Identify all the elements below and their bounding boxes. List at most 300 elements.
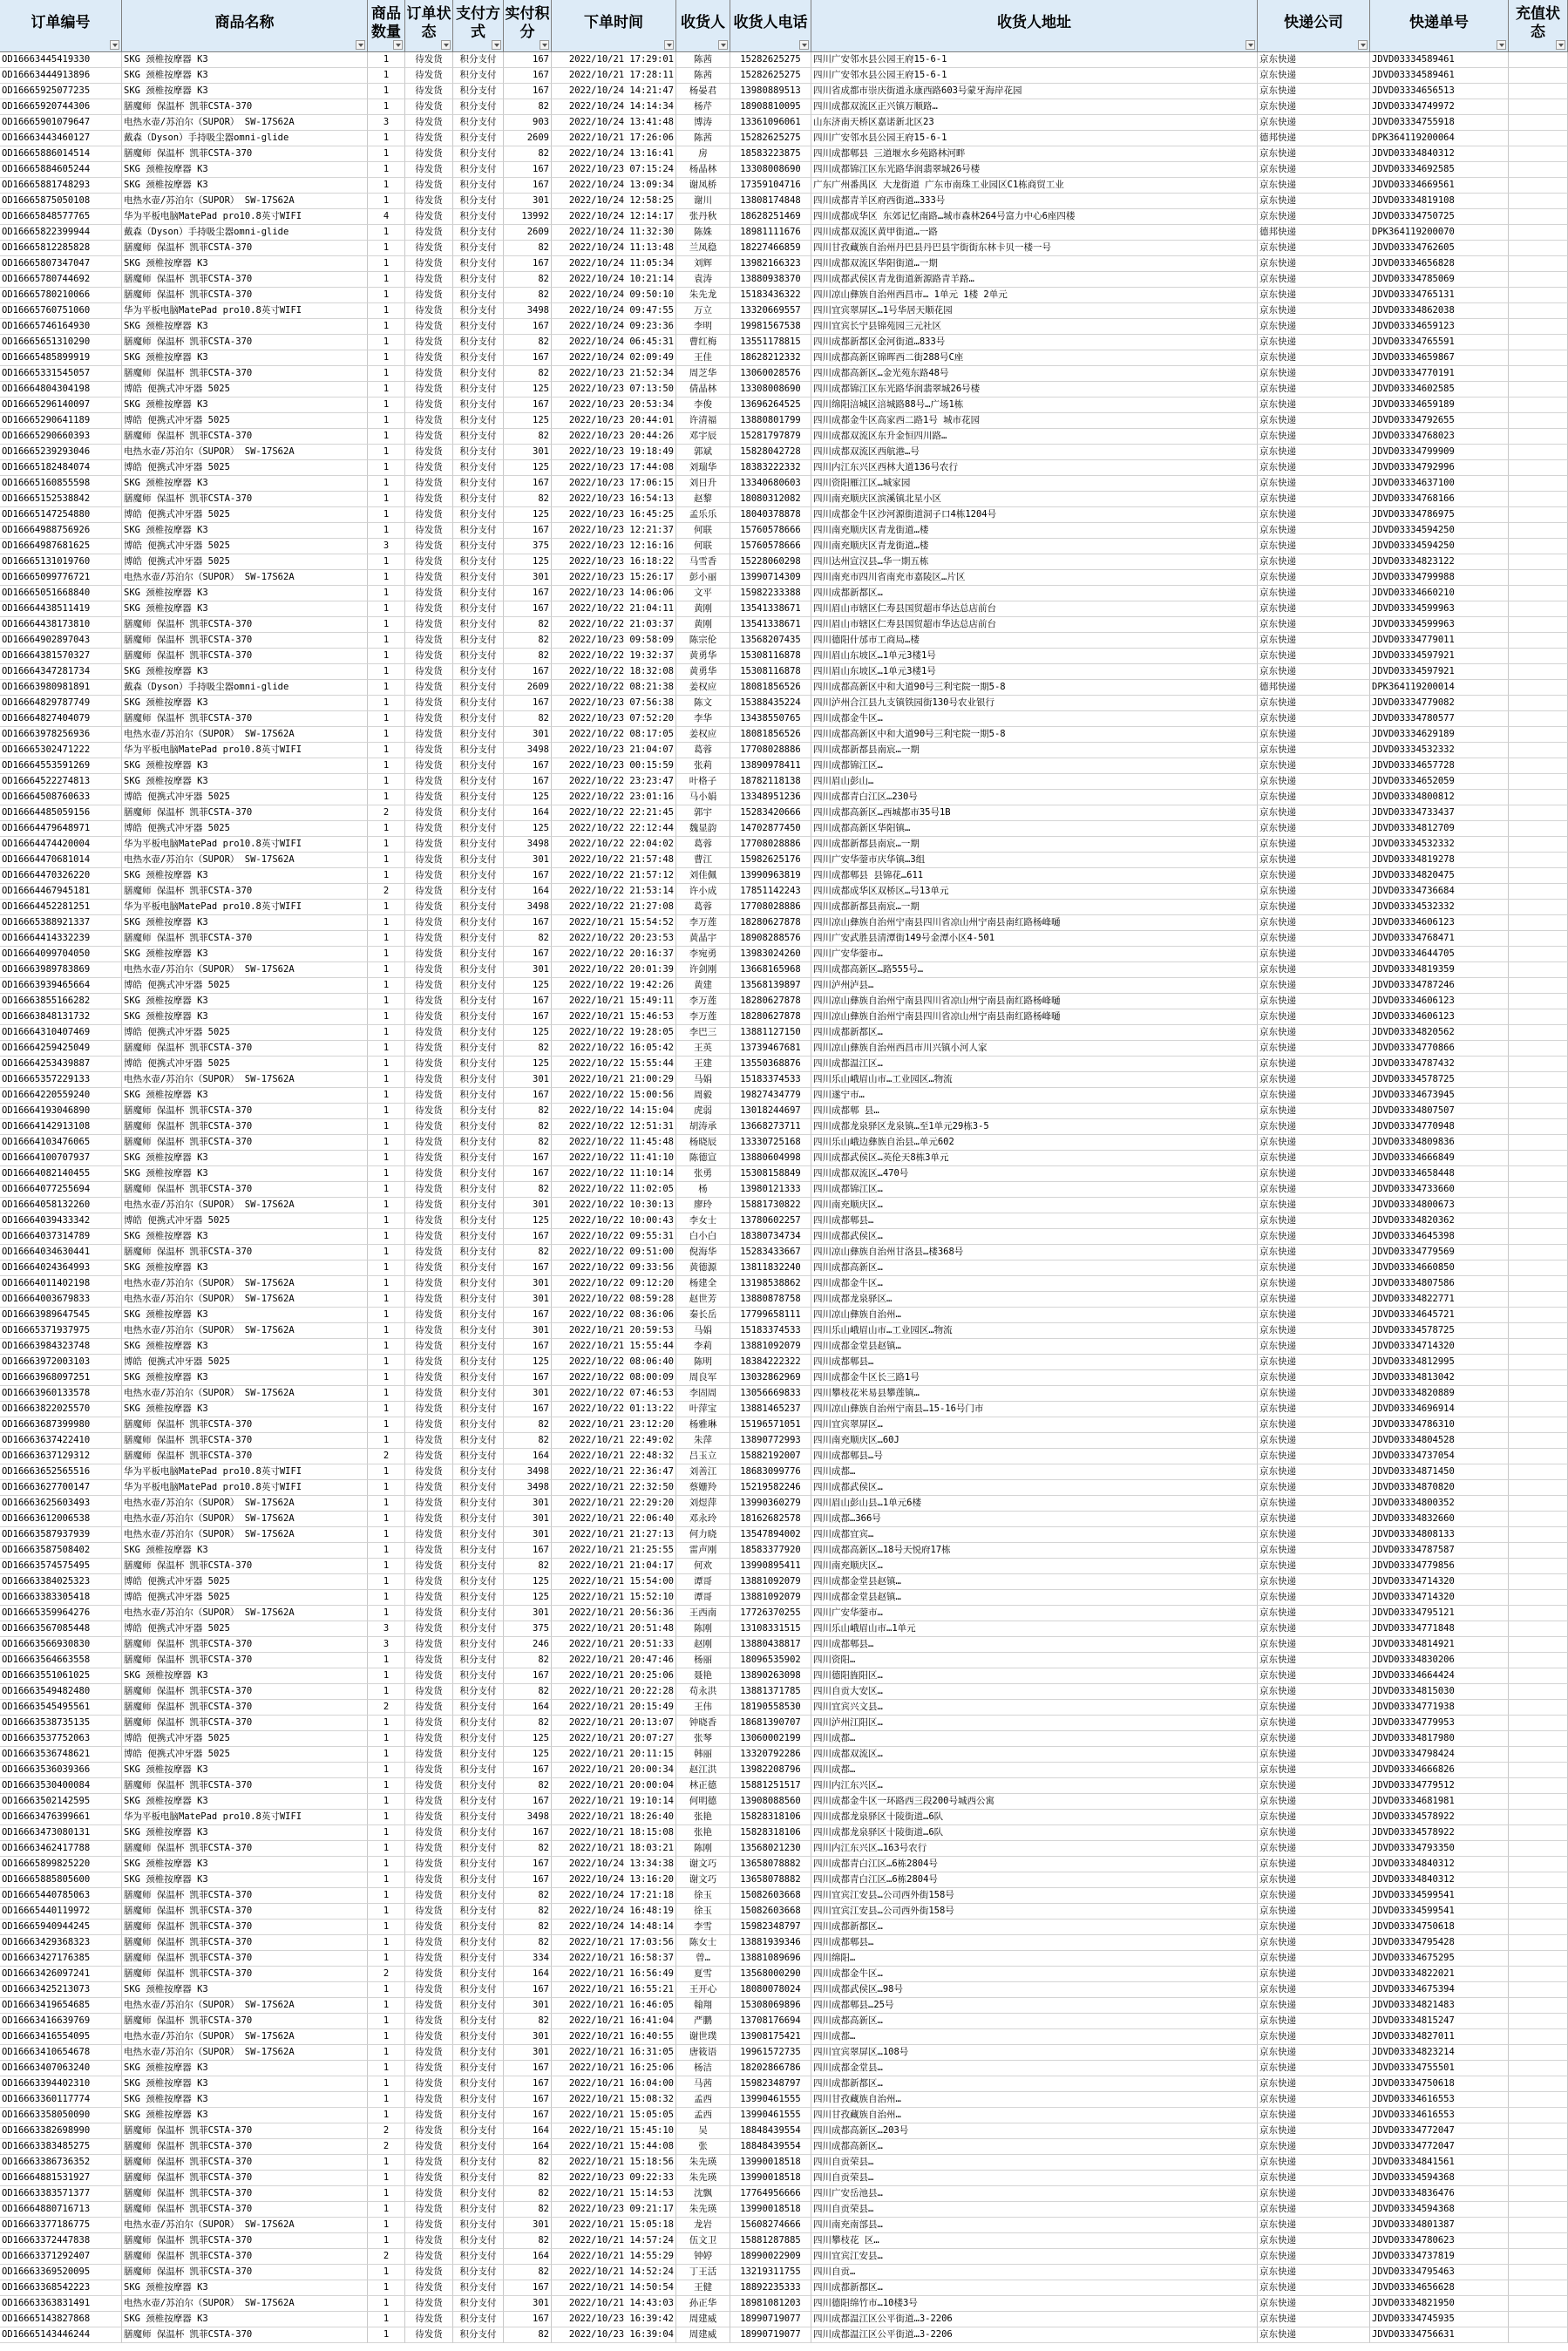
cell-status[interactable]: 待发货 <box>405 2312 453 2327</box>
cell-points[interactable]: 82 <box>504 617 552 633</box>
cell-phone[interactable]: 13982208796 <box>730 1763 811 1778</box>
cell-qty[interactable]: 2 <box>368 805 405 821</box>
cell-status[interactable]: 待发货 <box>405 1904 453 1920</box>
cell-order-time[interactable]: 2022/10/22 08:06:40 <box>552 1355 676 1370</box>
cell-qty[interactable]: 1 <box>368 570 405 586</box>
cell-points[interactable]: 375 <box>504 1621 552 1637</box>
cell-recipient[interactable]: 王健 <box>676 2280 730 2296</box>
cell-order-no[interactable]: OD16665885805600 <box>0 1872 122 1888</box>
cell-carrier[interactable]: 京东快递 <box>1258 1637 1370 1653</box>
cell-tracking[interactable]: JDVD03334755501 <box>1370 2061 1509 2076</box>
cell-payment[interactable]: 积分支付 <box>453 1731 504 1747</box>
cell-recipient[interactable]: 邓永玲 <box>676 1512 730 1527</box>
cell-qty[interactable]: 3 <box>368 1621 405 1637</box>
cell-status[interactable]: 待发货 <box>405 272 453 288</box>
cell-tracking[interactable]: JDVD03334644705 <box>1370 947 1509 962</box>
cell-qty[interactable]: 1 <box>368 476 405 492</box>
cell-points[interactable]: 82 <box>504 1119 552 1135</box>
cell-tracking[interactable]: JDVD03334812709 <box>1370 821 1509 837</box>
cell-carrier[interactable]: 京东快递 <box>1258 633 1370 649</box>
cell-payment[interactable]: 积分支付 <box>453 68 504 84</box>
cell-product[interactable]: 膳魔师 保温杯 凯菲CSTA-370 <box>122 1104 368 1119</box>
cell-product[interactable]: 膳魔师 保温杯 凯菲CSTA-370 <box>122 2139 368 2155</box>
filter-dropdown-icon[interactable] <box>393 40 403 50</box>
cell-address[interactable]: 四川乐山峨边彝族自治县…单元602 <box>811 1135 1258 1151</box>
cell-qty[interactable]: 1 <box>368 774 405 790</box>
cell-phone[interactable]: 15982348797 <box>730 1920 811 1935</box>
cell-recharge[interactable] <box>1509 1935 1568 1951</box>
cell-payment[interactable]: 积分支付 <box>453 115 504 131</box>
cell-status[interactable]: 待发货 <box>405 696 453 711</box>
cell-points[interactable]: 301 <box>504 2296 552 2312</box>
cell-recipient[interactable]: 孟乐乐 <box>676 507 730 523</box>
cell-address[interactable]: 四川成都高新区…西城都市35号1B <box>811 805 1258 821</box>
cell-carrier[interactable]: 京东快递 <box>1258 915 1370 931</box>
cell-status[interactable]: 待发货 <box>405 915 453 931</box>
cell-carrier[interactable]: 京东快递 <box>1258 1527 1370 1543</box>
cell-recharge[interactable] <box>1509 2108 1568 2123</box>
cell-status[interactable]: 待发货 <box>405 1731 453 1747</box>
cell-address[interactable]: 四川绵阳涪城区涪城路88号…广场1栋 <box>811 397 1258 413</box>
cell-points[interactable]: 167 <box>504 1825 552 1841</box>
cell-address[interactable]: 四川成都高新区…18号天悦府17栋 <box>811 1543 1258 1559</box>
cell-carrier[interactable]: 京东快递 <box>1258 382 1370 397</box>
cell-recipient[interactable]: 杨洁 <box>676 2061 730 2076</box>
cell-recipient[interactable]: 严鹏 <box>676 2014 730 2029</box>
cell-tracking[interactable]: JDVD03334819278 <box>1370 853 1509 868</box>
cell-recipient[interactable]: 孙正华 <box>676 2296 730 2312</box>
cell-points[interactable]: 167 <box>504 1151 552 1166</box>
cell-product[interactable]: 电热水壶/苏泊尔（SUPOR） SW-17S62A <box>122 962 368 978</box>
cell-payment[interactable]: 积分支付 <box>453 1480 504 1496</box>
cell-points[interactable]: 82 <box>504 241 552 256</box>
cell-status[interactable]: 待发货 <box>405 1449 453 1464</box>
cell-recharge[interactable] <box>1509 1025 1568 1041</box>
cell-payment[interactable]: 积分支付 <box>453 1637 504 1653</box>
cell-tracking[interactable]: JDVD03334786975 <box>1370 507 1509 523</box>
cell-address[interactable]: 四川成都新都县南宸…一期 <box>811 900 1258 915</box>
cell-tracking[interactable]: JDVD03334532332 <box>1370 837 1509 853</box>
cell-order-no[interactable]: OD16663429368323 <box>0 1935 122 1951</box>
cell-points[interactable]: 167 <box>504 774 552 790</box>
cell-carrier[interactable]: 京东快递 <box>1258 1716 1370 1731</box>
cell-recharge[interactable] <box>1509 1998 1568 2014</box>
cell-carrier[interactable]: 京东快递 <box>1258 1308 1370 1323</box>
cell-points[interactable]: 167 <box>504 84 552 99</box>
cell-product[interactable]: 戴森（Dyson）手持吸尘器omni-glide <box>122 680 368 696</box>
cell-address[interactable]: 四川成都… <box>811 1763 1258 1778</box>
cell-phone[interactable]: 18908810095 <box>730 99 811 115</box>
cell-order-no[interactable]: OD16664103476065 <box>0 1135 122 1151</box>
cell-order-time[interactable]: 2022/10/21 16:04:00 <box>552 2076 676 2092</box>
cell-carrier[interactable]: 京东快递 <box>1258 303 1370 319</box>
cell-product[interactable]: SKG 颈椎按摩器 K3 <box>122 1668 368 1684</box>
cell-status[interactable]: 待发货 <box>405 194 453 209</box>
cell-qty[interactable]: 1 <box>368 1653 405 1668</box>
cell-qty[interactable]: 1 <box>368 1606 405 1621</box>
cell-phone[interactable]: 18583377920 <box>730 1543 811 1559</box>
cell-payment[interactable]: 积分支付 <box>453 1935 504 1951</box>
cell-qty[interactable]: 1 <box>368 256 405 272</box>
cell-order-time[interactable]: 2022/10/21 20:59:53 <box>552 1323 676 1339</box>
cell-payment[interactable]: 积分支付 <box>453 1151 504 1166</box>
cell-product[interactable]: SKG 颈椎按摩器 K3 <box>122 476 368 492</box>
cell-status[interactable]: 待发货 <box>405 2233 453 2249</box>
cell-address[interactable]: 四川内江东兴区… <box>811 1778 1258 1794</box>
cell-phone[interactable]: 19961572735 <box>730 2045 811 2061</box>
cell-carrier[interactable]: 京东快递 <box>1258 1684 1370 1700</box>
cell-points[interactable]: 125 <box>504 413 552 429</box>
cell-order-time[interactable]: 2022/10/21 16:56:49 <box>552 1967 676 1982</box>
cell-carrier[interactable]: 京东快递 <box>1258 601 1370 617</box>
cell-product[interactable]: 电热水壶/苏泊尔（SUPOR） SW-17S62A <box>122 115 368 131</box>
cell-order-no[interactable]: OD16665925077235 <box>0 84 122 99</box>
cell-recipient[interactable]: 黄勇华 <box>676 664 730 680</box>
cell-address[interactable]: 四川乐山峨眉山市…工业园区…物流 <box>811 1072 1258 1088</box>
cell-carrier[interactable]: 德邦快递 <box>1258 225 1370 241</box>
cell-order-no[interactable]: OD16665848577765 <box>0 209 122 225</box>
cell-product[interactable]: SKG 颈椎按摩器 K3 <box>122 2061 368 2076</box>
cell-phone[interactable]: 13308008690 <box>730 382 811 397</box>
cell-status[interactable]: 待发货 <box>405 1292 453 1308</box>
cell-recipient[interactable]: 张 <box>676 2139 730 2155</box>
cell-carrier[interactable]: 京东快递 <box>1258 115 1370 131</box>
cell-status[interactable]: 待发货 <box>405 429 453 445</box>
cell-status[interactable]: 待发货 <box>405 790 453 805</box>
cell-recipient[interactable]: 王开心 <box>676 1982 730 1998</box>
cell-product[interactable]: 膳魔师 保温杯 凯菲CSTA-370 <box>122 1888 368 1904</box>
cell-status[interactable]: 待发货 <box>405 1213 453 1229</box>
cell-qty[interactable]: 1 <box>368 978 405 994</box>
filter-dropdown-icon[interactable] <box>110 40 119 50</box>
cell-recharge[interactable] <box>1509 1119 1568 1135</box>
cell-tracking[interactable]: JDVD03334800352 <box>1370 1496 1509 1512</box>
cell-recipient[interactable]: 陈文 <box>676 696 730 711</box>
cell-qty[interactable]: 1 <box>368 303 405 319</box>
cell-phone[interactable]: 18081856526 <box>730 680 811 696</box>
cell-recharge[interactable] <box>1509 1166 1568 1182</box>
cell-tracking[interactable]: JDVD03334749972 <box>1370 99 1509 115</box>
cell-qty[interactable]: 1 <box>368 194 405 209</box>
cell-payment[interactable]: 积分支付 <box>453 790 504 805</box>
filter-dropdown-icon[interactable] <box>356 40 365 50</box>
cell-recharge[interactable] <box>1509 554 1568 570</box>
cell-address[interactable]: 四川广安邻水县公园王府15-6-1 <box>811 131 1258 146</box>
cell-phone[interactable]: 15881730822 <box>730 1198 811 1213</box>
filter-dropdown-icon[interactable] <box>1246 40 1255 50</box>
cell-points[interactable]: 82 <box>504 711 552 727</box>
cell-phone[interactable]: 18081856526 <box>730 727 811 743</box>
cell-order-no[interactable]: OD16664485059156 <box>0 805 122 821</box>
cell-phone[interactable]: 15828318106 <box>730 1810 811 1825</box>
cell-address[interactable]: 四川成都高新区… <box>811 2014 1258 2029</box>
cell-order-time[interactable]: 2022/10/21 17:03:56 <box>552 1935 676 1951</box>
cell-recipient[interactable]: 魏显韵 <box>676 821 730 837</box>
cell-carrier[interactable]: 京东快递 <box>1258 2296 1370 2312</box>
cell-status[interactable]: 待发货 <box>405 2296 453 2312</box>
cell-address[interactable]: 四川凉山彝族自治州西昌市… 1单元 1楼 2单元 <box>811 288 1258 303</box>
cell-product[interactable]: SKG 颈椎按摩器 K3 <box>122 1402 368 1417</box>
cell-phone[interactable]: 13060028576 <box>730 366 811 382</box>
cell-tracking[interactable]: JDVD03334664424 <box>1370 1668 1509 1684</box>
cell-address[interactable]: 四川凉山彝族自治州甘洛县…楼368号 <box>811 1245 1258 1260</box>
cell-order-no[interactable]: OD16665388921337 <box>0 915 122 931</box>
cell-points[interactable]: 167 <box>504 523 552 539</box>
cell-recharge[interactable] <box>1509 1370 1568 1386</box>
cell-tracking[interactable]: JDVD03334804528 <box>1370 1433 1509 1449</box>
cell-product[interactable]: SKG 颈椎按摩器 K3 <box>122 397 368 413</box>
cell-tracking[interactable]: JDVD03334765131 <box>1370 288 1509 303</box>
cell-recipient[interactable]: 杨雅琳 <box>676 1417 730 1433</box>
cell-points[interactable]: 301 <box>504 194 552 209</box>
cell-product[interactable]: 博皓 便携式冲牙器 5025 <box>122 413 368 429</box>
cell-payment[interactable]: 积分支付 <box>453 1323 504 1339</box>
cell-recipient[interactable]: 孟西 <box>676 2092 730 2108</box>
cell-recharge[interactable] <box>1509 350 1568 366</box>
cell-recharge[interactable] <box>1509 1308 1568 1323</box>
cell-recipient[interactable]: 朱先瑛 <box>676 2202 730 2218</box>
cell-order-time[interactable]: 2022/10/22 21:57:12 <box>552 868 676 884</box>
cell-address[interactable]: 四川成都郫县… <box>811 1355 1258 1370</box>
cell-product[interactable]: 膳魔师 保温杯 凯菲CSTA-370 <box>122 1119 368 1135</box>
cell-tracking[interactable]: JDVD03334823122 <box>1370 554 1509 570</box>
cell-recharge[interactable] <box>1509 2249 1568 2265</box>
cell-carrier[interactable]: 京东快递 <box>1258 1370 1370 1386</box>
cell-product[interactable]: SKG 颈椎按摩器 K3 <box>122 350 368 366</box>
cell-qty[interactable]: 1 <box>368 1104 405 1119</box>
cell-status[interactable]: 待发货 <box>405 1025 453 1041</box>
cell-recharge[interactable] <box>1509 1088 1568 1104</box>
cell-order-no[interactable]: OD16663980981891 <box>0 680 122 696</box>
cell-product[interactable]: 博皓 便携式冲牙器 5025 <box>122 790 368 805</box>
cell-phone[interactable]: 18227466859 <box>730 241 811 256</box>
cell-points[interactable]: 167 <box>504 162 552 178</box>
cell-qty[interactable]: 1 <box>368 1778 405 1794</box>
cell-tracking[interactable]: JDVD03334675295 <box>1370 1951 1509 1967</box>
cell-status[interactable]: 待发货 <box>405 1810 453 1825</box>
cell-tracking[interactable]: JDVD03334813042 <box>1370 1370 1509 1386</box>
cell-status[interactable]: 待发货 <box>405 1119 453 1135</box>
cell-status[interactable]: 待发货 <box>405 1417 453 1433</box>
cell-recipient[interactable]: 钟婷 <box>676 2249 730 2265</box>
cell-status[interactable]: 待发货 <box>405 178 453 194</box>
cell-phone[interactable]: 13340680603 <box>730 476 811 492</box>
cell-qty[interactable]: 1 <box>368 1135 405 1151</box>
cell-product[interactable]: 膳魔师 保温杯 凯菲CSTA-370 <box>122 2014 368 2029</box>
cell-order-time[interactable]: 2022/10/21 15:05:18 <box>552 2218 676 2233</box>
cell-order-no[interactable]: OD16664220559240 <box>0 1088 122 1104</box>
cell-recipient[interactable]: 蔡姗羚 <box>676 1480 730 1496</box>
cell-status[interactable]: 待发货 <box>405 146 453 162</box>
cell-tracking[interactable]: JDVD03334779856 <box>1370 1559 1509 1574</box>
cell-tracking[interactable]: JDVD03334578725 <box>1370 1072 1509 1088</box>
cell-phone[interactable]: 13990018518 <box>730 2155 811 2171</box>
cell-phone[interactable]: 15608274666 <box>730 2218 811 2233</box>
cell-product[interactable]: SKG 颈椎按摩器 K3 <box>122 1872 368 1888</box>
cell-order-time[interactable]: 2022/10/23 19:18:49 <box>552 445 676 460</box>
cell-carrier[interactable]: 德邦快递 <box>1258 680 1370 696</box>
cell-carrier[interactable]: 京东快递 <box>1258 1072 1370 1088</box>
cell-carrier[interactable]: 京东快递 <box>1258 884 1370 900</box>
cell-tracking[interactable]: JDVD03334814921 <box>1370 1637 1509 1653</box>
cell-product[interactable]: 电热水壶/苏泊尔（SUPOR） SW-17S62A <box>122 1198 368 1213</box>
cell-order-no[interactable]: OD16665331545057 <box>0 366 122 382</box>
cell-order-time[interactable]: 2022/10/21 22:49:02 <box>552 1433 676 1449</box>
cell-product[interactable]: 膳魔师 保温杯 凯菲CSTA-370 <box>122 99 368 115</box>
cell-points[interactable]: 3498 <box>504 900 552 915</box>
cell-phone[interactable]: 13890978411 <box>730 758 811 774</box>
cell-recipient[interactable]: 杨晏君 <box>676 84 730 99</box>
cell-recharge[interactable] <box>1509 884 1568 900</box>
cell-qty[interactable]: 1 <box>368 429 405 445</box>
cell-order-time[interactable]: 2022/10/23 17:06:15 <box>552 476 676 492</box>
cell-order-time[interactable]: 2022/10/21 15:05:05 <box>552 2108 676 2123</box>
cell-order-no[interactable]: OD16663386736352 <box>0 2155 122 2171</box>
cell-order-no[interactable]: OD16664522274813 <box>0 774 122 790</box>
cell-recharge[interactable] <box>1509 586 1568 601</box>
cell-recharge[interactable] <box>1509 994 1568 1009</box>
cell-recipient[interactable]: 文平 <box>676 586 730 601</box>
cell-payment[interactable]: 积分支付 <box>453 225 504 241</box>
cell-tracking[interactable]: JDVD03334779953 <box>1370 1716 1509 1731</box>
cell-payment[interactable]: 积分支付 <box>453 1904 504 1920</box>
cell-phone[interactable]: 13880938370 <box>730 272 811 288</box>
cell-points[interactable]: 82 <box>504 649 552 664</box>
cell-address[interactable]: 四川成都武侯区…98号 <box>811 1982 1258 1998</box>
cell-points[interactable]: 2609 <box>504 131 552 146</box>
cell-points[interactable]: 301 <box>504 1606 552 1621</box>
cell-product[interactable]: SKG 颈椎按摩器 K3 <box>122 2312 368 2327</box>
cell-qty[interactable]: 1 <box>368 900 405 915</box>
cell-address[interactable]: 四川资阳… <box>811 1653 1258 1668</box>
cell-tracking[interactable]: JDVD03334659189 <box>1370 397 1509 413</box>
cell-qty[interactable]: 1 <box>368 382 405 397</box>
cell-recharge[interactable] <box>1509 727 1568 743</box>
cell-tracking[interactable]: JDVD03334675394 <box>1370 1982 1509 1998</box>
cell-payment[interactable]: 积分支付 <box>453 1166 504 1182</box>
cell-recipient[interactable]: 陈刚 <box>676 1621 730 1637</box>
cell-recipient[interactable]: 葛蓉 <box>676 743 730 758</box>
cell-payment[interactable]: 积分支付 <box>453 303 504 319</box>
cell-carrier[interactable]: 京东快递 <box>1258 1857 1370 1872</box>
cell-recipient[interactable]: 刘日升 <box>676 476 730 492</box>
cell-order-time[interactable]: 2022/10/23 20:44:01 <box>552 413 676 429</box>
cell-points[interactable]: 167 <box>504 868 552 884</box>
cell-recharge[interactable] <box>1509 1951 1568 1967</box>
cell-recharge[interactable] <box>1509 2296 1568 2312</box>
cell-recharge[interactable] <box>1509 758 1568 774</box>
cell-payment[interactable]: 积分支付 <box>453 1182 504 1198</box>
cell-carrier[interactable]: 京东快递 <box>1258 2327 1370 2343</box>
cell-phone[interactable]: 13668165968 <box>730 962 811 978</box>
cell-address[interactable]: 四川眉山市辖区仁寿县国贸超市华达总店前台 <box>811 601 1258 617</box>
cell-recipient[interactable]: 陈姝 <box>676 225 730 241</box>
cell-payment[interactable]: 积分支付 <box>453 962 504 978</box>
cell-recharge[interactable] <box>1509 805 1568 821</box>
cell-status[interactable]: 待发货 <box>405 99 453 115</box>
cell-recharge[interactable] <box>1509 1700 1568 1716</box>
cell-address[interactable]: 四川成都武侯区…英伦天8栋3单元 <box>811 1151 1258 1166</box>
cell-recipient[interactable]: 朱先瑛 <box>676 2155 730 2171</box>
cell-qty[interactable]: 1 <box>368 1825 405 1841</box>
cell-status[interactable]: 待发货 <box>405 1982 453 1998</box>
cell-tracking[interactable]: JDVD03334594250 <box>1370 523 1509 539</box>
cell-status[interactable]: 待发货 <box>405 853 453 868</box>
cell-points[interactable]: 82 <box>504 272 552 288</box>
cell-product[interactable]: 博皓 便携式冲牙器 5025 <box>122 978 368 994</box>
cell-tracking[interactable]: JDVD03334795463 <box>1370 2265 1509 2280</box>
cell-tracking[interactable]: JDVD03334808133 <box>1370 1527 1509 1543</box>
cell-product[interactable]: 膳魔师 保温杯 凯菲CSTA-370 <box>122 366 368 382</box>
cell-order-time[interactable]: 2022/10/22 16:05:42 <box>552 1041 676 1057</box>
cell-address[interactable]: 四川凉山彝族自治州宁南县…15-16号门市 <box>811 1402 1258 1417</box>
cell-address[interactable]: 四川达州宣汉县…华一期五栋 <box>811 554 1258 570</box>
cell-qty[interactable]: 1 <box>368 1198 405 1213</box>
cell-recipient[interactable]: 杨晓辰 <box>676 1135 730 1151</box>
cell-recharge[interactable] <box>1509 115 1568 131</box>
cell-recipient[interactable]: 谭哥 <box>676 1590 730 1606</box>
cell-qty[interactable]: 1 <box>368 1731 405 1747</box>
cell-address[interactable]: 四川成都新都区… <box>811 586 1258 601</box>
cell-points[interactable]: 167 <box>504 1009 552 1025</box>
cell-order-no[interactable]: OD16664037314789 <box>0 1229 122 1245</box>
cell-order-no[interactable]: OD16664508760633 <box>0 790 122 805</box>
cell-qty[interactable]: 1 <box>368 853 405 868</box>
cell-recharge[interactable] <box>1509 1825 1568 1841</box>
cell-phone[interactable]: 18981111676 <box>730 225 811 241</box>
cell-order-no[interactable]: OD16663383305418 <box>0 1590 122 1606</box>
cell-qty[interactable]: 1 <box>368 1574 405 1590</box>
cell-status[interactable]: 待发货 <box>405 241 453 256</box>
cell-order-no[interactable]: OD16665940944245 <box>0 1920 122 1935</box>
cell-address[interactable]: 四川凉山彝族自治州宁南县四川省凉山州宁南县南红路杨峰嗵 <box>811 915 1258 931</box>
cell-product[interactable]: 膳魔师 保温杯 凯菲CSTA-370 <box>122 146 368 162</box>
cell-carrier[interactable]: 京东快递 <box>1258 790 1370 805</box>
cell-recharge[interactable] <box>1509 1653 1568 1668</box>
cell-points[interactable]: 82 <box>504 366 552 382</box>
cell-order-time[interactable]: 2022/10/22 09:12:20 <box>552 1276 676 1292</box>
column-header-order-no[interactable] <box>0 0 122 52</box>
cell-status[interactable]: 待发货 <box>405 1920 453 1935</box>
cell-points[interactable]: 167 <box>504 2061 552 2076</box>
cell-product[interactable]: 膳魔师 保温杯 凯菲CSTA-370 <box>122 2171 368 2186</box>
cell-recipient[interactable]: 姜权应 <box>676 680 730 696</box>
cell-points[interactable]: 167 <box>504 947 552 962</box>
cell-recipient[interactable]: 李雪 <box>676 1920 730 1935</box>
cell-recharge[interactable] <box>1509 241 1568 256</box>
cell-recipient[interactable]: 李万莲 <box>676 915 730 931</box>
cell-order-no[interactable]: OD16663625603493 <box>0 1496 122 1512</box>
cell-product[interactable]: 膳魔师 保温杯 凯菲CSTA-370 <box>122 2155 368 2171</box>
cell-recipient[interactable]: 夏雪 <box>676 1967 730 1982</box>
cell-qty[interactable]: 1 <box>368 1763 405 1778</box>
cell-phone[interactable]: 18782118138 <box>730 774 811 790</box>
cell-status[interactable]: 待发货 <box>405 1841 453 1857</box>
cell-recharge[interactable] <box>1509 303 1568 319</box>
column-header-recharge[interactable] <box>1509 0 1568 52</box>
cell-product[interactable]: 膳魔师 保温杯 凯菲CSTA-370 <box>122 1904 368 1920</box>
cell-qty[interactable]: 1 <box>368 1590 405 1606</box>
cell-address[interactable]: 四川南充顺庆区青龙街道…楼 <box>811 539 1258 554</box>
cell-qty[interactable]: 1 <box>368 1920 405 1935</box>
cell-recipient[interactable]: 马茜 <box>676 2076 730 2092</box>
cell-status[interactable]: 待发货 <box>405 2218 453 2233</box>
cell-address[interactable]: 四川成都温江区公平街道…3-2206 <box>811 2327 1258 2343</box>
cell-order-no[interactable]: OD16663939465664 <box>0 978 122 994</box>
cell-qty[interactable]: 1 <box>368 586 405 601</box>
cell-payment[interactable]: 积分支付 <box>453 1716 504 1731</box>
cell-product[interactable]: SKG 颈椎按摩器 K3 <box>122 758 368 774</box>
